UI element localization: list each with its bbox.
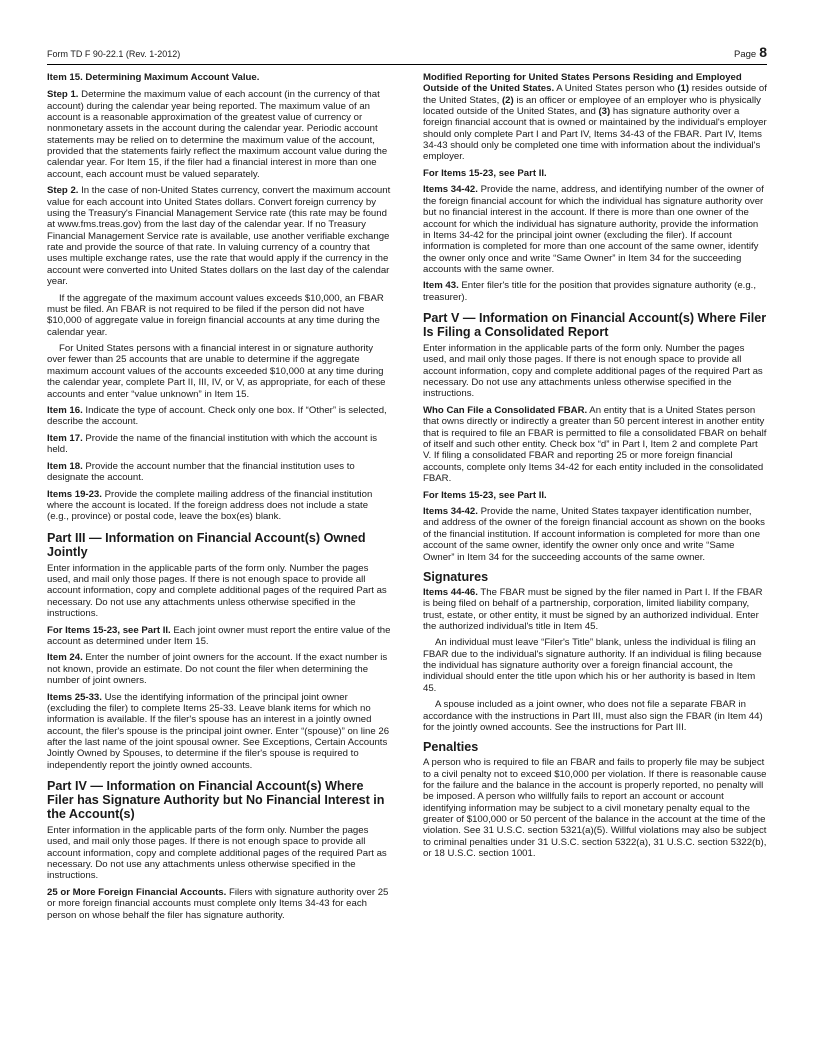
item24-paragraph: Item 24. Enter the number of joint owners for the account. If the exact number is not known, provide an estimate. Do not count the filer when determining the number of joint owners. [47,652,388,687]
page-number: 8 [759,44,767,60]
part4-items34-42: Items 34-42. Provide the name, address, and identifying number of the owner of the foreign financial account for which the individual has signature authority over but no financial interest in the account. If there is more than one owner of the account for which the individual has signature authority, provide the information in Items 34-42 for the principal joint owner (excluding the filer). If account information is completed for more than one account of the same owner, identify the owner only once and write “Same Owner” in Item 34 for the succeeding accounts with the same owner. [423,184,764,275]
items19-23-paragraph: Items 19-23. Provide the complete mailing address of the financial institution where the account is located. If the foreign address does not include a state (e.g., province) or postal code, leave the box(es) blank. [47,488,373,523]
item43-paragraph: Item 43. Enter filer's title for the position that provides signature authority (e.g., treasurer). [423,280,756,303]
aggregate-paragraph: If the aggregate of the maximum account values exceeds $10,000, an FBAR must be filed. An FBAR is not required to be filed if the person did not have $10,000 of aggregate value in foreign financial accounts at any time during the calendar year. [47,292,384,338]
spouse-paragraph: A spouse included as a joint owner, who does not file a separate FBAR in accordance with the instructions in Part III, must also sign the FBAR (in Item 44) for the jointly owned accounts. See the instructions for Part III. [423,699,763,733]
item18-paragraph: Item 18. Provide the account number that the financial institution uses to designate the account. [47,460,355,484]
part4-heading: Part IV — Information on Financial Account(s) Where Filer has Signature Authority but No Financial Interest in the Account(s) [47,779,385,822]
items25-33-paragraph: Items 25-33. Use the identifying information of the principal joint owner (excluding the filer) to complete Items 25-33. Leave blank items for which no information is available. If the filer's spouse has an interest in a jointly owned account, the filer's spouse is the principal joint owner. Enter “(spouse)” on line 26 after the last name of the joint spousal owner. See Exceptions, Certain Accounts Jointly Owned by Spouses, to determine if the filer's spouse is required to independently report the jointly owned accounts. [47,691,390,771]
page-label: Page 8 [734,44,767,60]
individual-title-paragraph: An individual must leave “Filer's Title” blank, unless the individual is filing an FBAR due to the individual's signature authority. If an individual is filing because the individual has signature authority over a foreign financial account, the individual should enter the title upon which his or her authority is based in Item 45. [423,637,762,694]
part5-intro: Enter information in the applicable parts of the form only. Number the pages used, and mail only those pages. If there is not enough space to provide all account information, copy and complete additional pages of the required Part as necessary. Do not use any attachments unless otherwise specified in the instructions. [423,343,763,400]
fewer25-paragraph: For United States persons with a financial interest in or signature authority over fewer than 25 accounts that are unable to determine if the aggregate maximum account values of the accounts exceeded $10,000 at any time during the calendar year, complete Part II, III, IV, or V, as appropriate, for each of these accounts and enter “value unknown” in Item 15. [47,343,386,400]
left-column [47,72,391,926]
part4-items15-23: For Items 15-23, see Part II. [423,167,547,179]
part5-items34-42: Items 34-42. Provide the name, United States taxpayer identification number, and address of the owner of the foreign financial account as shown on the books of the financial institution. If account information is completed for more than one account of the same owner, identify the owner only once and write “Same Owner” in Item 34 for the succeeding accounts of the same owner. [423,506,765,563]
penalties-heading: Penalties [423,740,479,755]
part3-intro: Enter information in the applicable parts of the form only. Number the pages used, and mail only those pages. If there is not enough space to provide all account information, copy and complete additional pages of the required Part as necessary. Do not use any attachments unless otherwise specified in the instructions. [47,562,387,620]
step2-paragraph: Step 2. In the case of non-United States currency, convert the maximum account value for each account into United States dollars. Convert foreign currency by using the Treasury's Financial Management Service rate (this rate may be found at www.fms.treas.gov) from the last day of the calendar year. If no Treasury Financial Management Service rate is available, use another verifiable exchange rate and provide the source of that rate. In valuing currency of a country that uses multiple exchange rates, use the rate that would apply if the currency in the account were converted into United States dollars on the last day of the calendar year. [47,185,391,288]
item16-paragraph: Item 16. Indicate the type of account. Check only one box. If “Other” is selected, describe the account. [47,405,387,428]
item15-heading: Item 15. Determining Maximum Account Value. [47,72,260,83]
signatures-heading: Signatures [423,569,489,584]
modified-reporting-paragraph: Modified Reporting for United States Persons Residing and Employed Outside of the United States. A United States person who (1) resides outside of the United States, (2) is an officer or employee of an employer who is physically located outside of the United States, and (3) has signature authority over a foreign financial account that is owned or maintained by the individual's employer should only complete Part I and Part IV, Items 34-43 of the FBAR. Part IV, Items 34-43 should only be completed one time with information about the individual's employer. [423,72,767,163]
items44-46-paragraph: Items 44-46. The FBAR must be signed by the filer named in Part I. If the FBAR is being filed on behalf of a partnership, corporation, limited liability company, trust, estate, or other entity, it must be signed by an authorized individual. Enter the authorized individual's title in Item 45. [423,586,763,632]
part5-heading: Part V — Information on Financial Account(s) Where Filer Is Filing a Consolidated Report [423,311,767,340]
part4-intro: Enter information in the applicable parts of the form only. Number the pages used, and mail only those pages. If there is not enough space to provide all account information, copy and complete additional pages of the required Part as necessary. Do not use any attachments unless otherwise specified in the instructions. [47,825,387,882]
penalties-paragraph: A person who is required to file an FBAR and fails to properly file may be subject to a civil penalty not to exceed $10,000 per violation. If there is reasonable cause for the failure and the balance in the account is properly reported, no penalty will be imposed. A person who willfully fails to report an account or account identifying information may be subject to a civil monetary penalty equal to the greater of $100,000 or 50 percent of the balance in the account at the time of the violation. See 31 U.S.C. section 5321(a)(5). Willful violations may also be subject to criminal penalties under 31 U.S.C. section 5322(a), 31 U.S.C. section 5322(b), or 18 U.S.C. section 1001. [423,757,767,860]
form-id: Form TD F 90-22.1 (Rev. 1-2012) [47,49,181,59]
who-can-file-paragraph: Who Can File a Consolidated FBAR. An entity that is a United States person that owns directly or indirectly a greater than 50 percent interest in another entity that is required to file an FBAR is permitted to file a consolidated FBAR on behalf of itself and such other entity. Check box “d” in Part I, Item 2 and complete Part V. If filing a consolidated FBAR and reporting 25 or more foreign financial accounts, complete only Items 34-42 for each entity included in the consolidated FBAR. [423,405,767,485]
part3-heading: Part III — Information on Financial Account(s) Owned Jointly [47,530,366,559]
part4-25more: 25 or More Foreign Financial Accounts. Filers with signature authority over 25 or more foreign financial accounts must complete only Items 34-43 for each person on whose behalf the filer has signature authority. [47,887,389,921]
page-header [47,44,767,65]
step1-paragraph: Step 1. Determine the maximum value of each account (in the currency of that account) during the calendar year being reported. The maximum value of an account is a reasonable approximation of the greatest value of currency or nonmonetary assets in the account during the calendar year. Periodic account statements may be relied on to determine the maximum value of the account, provided that the statements fairly reflect the maximum account value during the calendar year. For Item 15, if the filer had a financial interest in more than one account, each account must be valued separately. [47,89,388,180]
item17-paragraph: Item 17. Provide the name of the financial institution with which the account is held. [47,432,378,456]
part3-items15-23: For Items 15-23, see Part II. Each joint owner must report the entire value of the account as determined under Item 15. [47,624,391,647]
part5-items15-23: For Items 15-23, see Part II. [423,489,547,501]
right-column [423,72,767,865]
